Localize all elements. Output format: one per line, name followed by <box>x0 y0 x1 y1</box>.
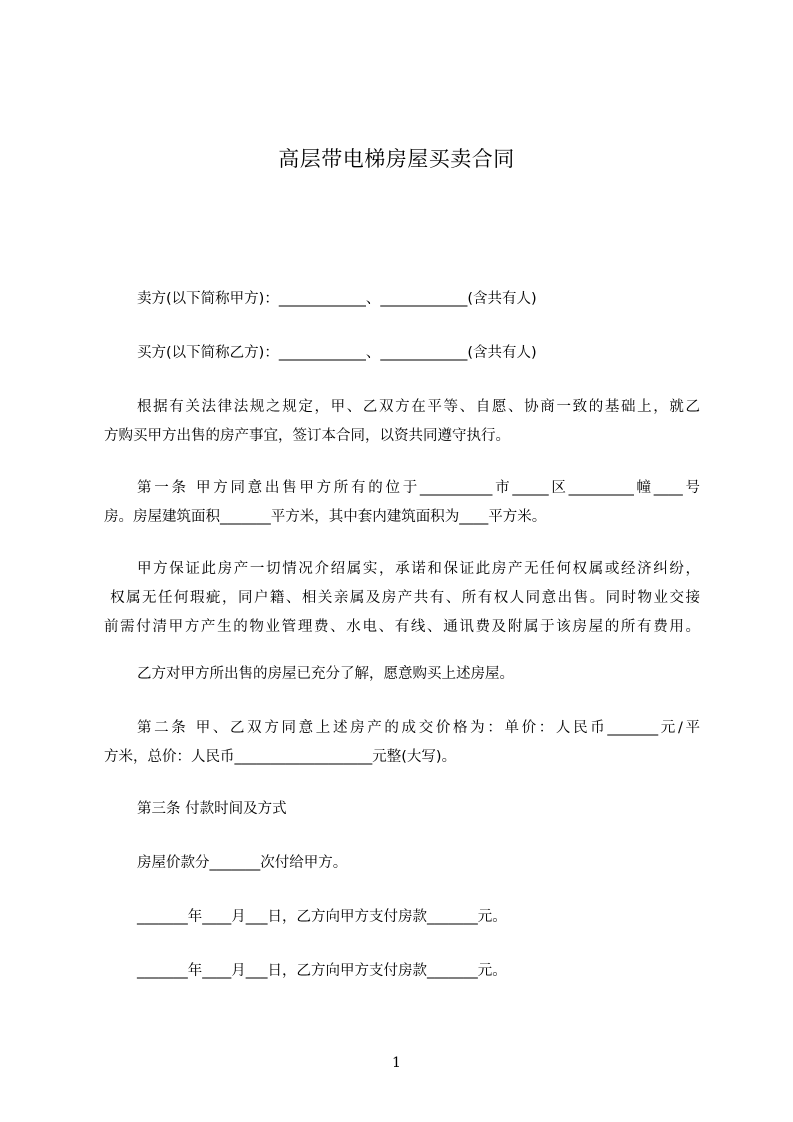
paragraph-line: 权属无任何瑕疵，同户籍、相关亲属及房产共有、所有权人同意出售。同时物业交接 <box>104 590 700 606</box>
paragraph-line: 乙方对甲方所出售的房屋已充分了解，愿意购买上述房屋。 <box>137 666 514 682</box>
paragraph-line: 根据有关法律法规之规定，甲、乙双方在平等、自愿、协商一致的基础上，就乙 <box>137 399 700 415</box>
paragraph-line: 房。房屋建筑面积_______平方米，其中套内建筑面积为____平方米。 <box>104 509 547 525</box>
page-number: 1 <box>392 1055 401 1071</box>
article-1-paragraph <box>104 474 700 532</box>
document-title: 高层带电梯房屋买卖合同 <box>278 147 515 171</box>
paragraph-line: 前需付清甲方产生的物业管理费、水电、有线、通讯费及附属于该房屋的所有费用。 <box>104 619 700 635</box>
paragraph-line: 买方(以下简称乙方)：____________、____________(含共有人) <box>137 345 537 361</box>
paragraph-line: 甲方保证此房产一切情况介绍属实，承诺和保证此房产无任何权属或经济纠纷， <box>137 561 700 577</box>
paragraph-line: 第二条 甲、乙双方同意上述房产的成交价格为：单价：人民币_______元/平 <box>137 720 700 736</box>
paragraph-line: 方米，总价：人民币___________________元整(大写)。 <box>104 749 457 765</box>
guarantee-paragraph <box>104 555 700 642</box>
payment-line-2 <box>104 957 700 986</box>
payment-line-1 <box>104 903 700 932</box>
paragraph-line: 第一条 甲方同意出售甲方所有的位于__________市_____区_________幢____号 <box>137 480 700 496</box>
preamble-paragraph <box>104 393 700 451</box>
seller-clause <box>104 285 700 314</box>
acknowledge-paragraph <box>104 660 700 689</box>
article-3-heading <box>104 795 700 824</box>
installments-paragraph <box>104 849 700 878</box>
buyer-clause <box>104 339 700 368</box>
article-2-paragraph <box>104 714 700 772</box>
paragraph-line: 第三条 付款时间及方式 <box>137 801 287 817</box>
paragraph-line: 方购买甲方出售的房产事宜，签订本合同，以资共同遵守执行。 <box>104 428 510 444</box>
paragraph-line: 房屋价款分_______次付给甲方。 <box>137 855 348 871</box>
paragraph-line: _______年____月___日，乙方向甲方支付房款_______元。 <box>137 909 507 925</box>
paragraph-line: 卖方(以下简称甲方)：____________、____________(含共有人) <box>137 291 537 307</box>
paragraph-line: _______年____月___日，乙方向甲方支付房款_______元。 <box>137 963 507 979</box>
